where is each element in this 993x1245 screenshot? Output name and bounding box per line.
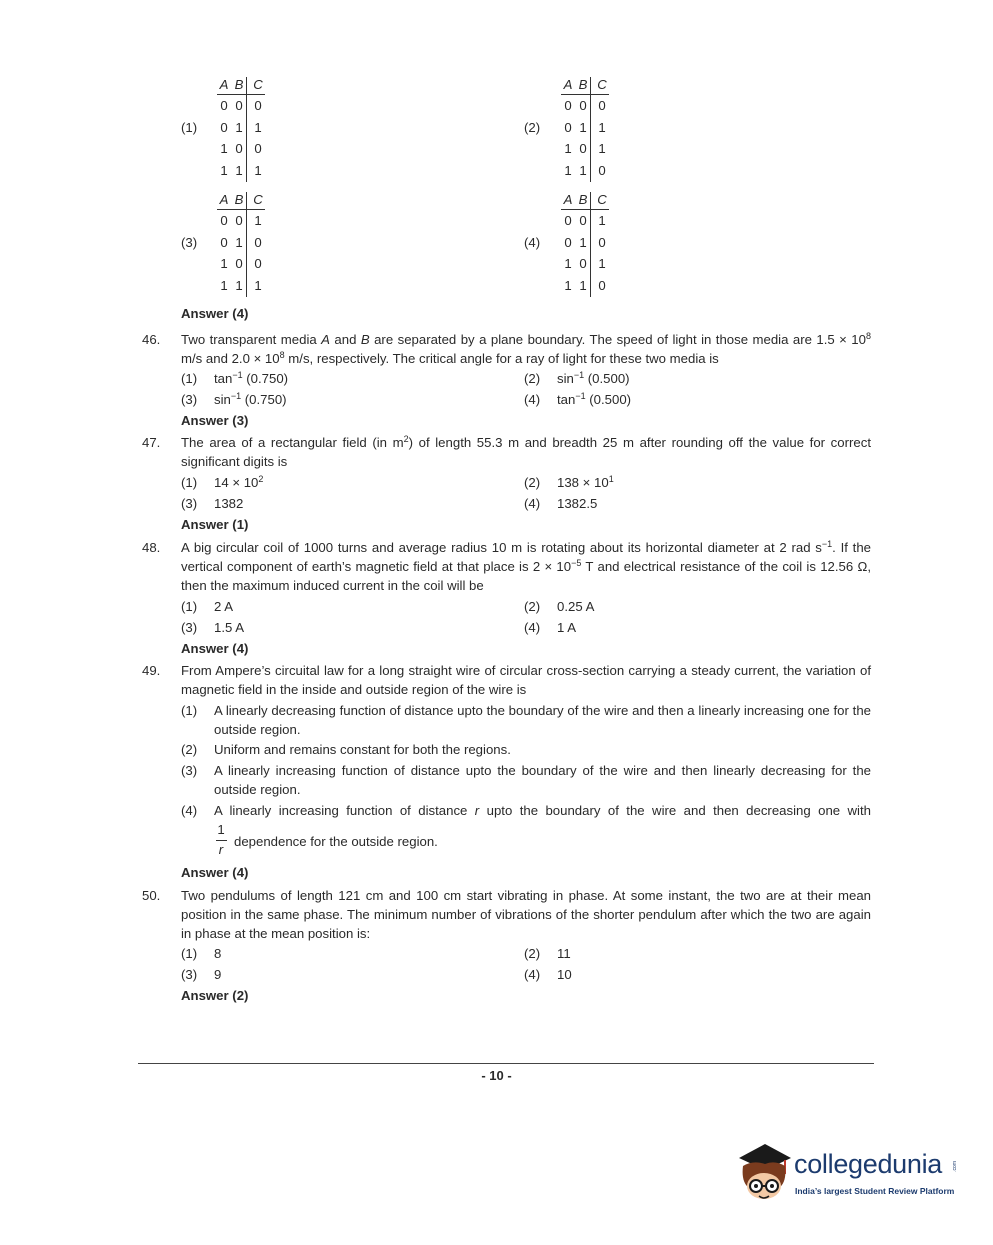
truth-table-row [217,275,273,296]
truth-table-cell: 1 [220,256,228,271]
mascot-logo-icon [735,1138,793,1208]
q49-fraction-numerator: 1 [217,822,225,837]
q46-number: 46. [142,332,161,347]
truth-table-row [561,253,617,274]
table-1-label: (1) [181,120,198,135]
q48-number: 48. [142,540,161,555]
truth-table-cell: 1 [579,234,587,250]
truth-table-row [217,253,273,274]
q50-option-1: (1) 8 [181,946,222,961]
truth-table-cell: 1 [235,119,243,135]
truth-table-cell: 1 [235,277,243,293]
truth-table-cell: 0 [598,98,606,113]
truth-table-cell: B [234,77,244,92]
truth-table-cell: 1 [220,141,228,156]
truth-table-cell: 0 [564,119,572,135]
truth-table-row [561,160,617,181]
q50-option-2: (2) 11 [524,946,571,961]
truth-table-cell: 0 [598,234,606,250]
truth-table-1 [217,74,273,179]
q48-option-2: (2) 0.25 A [524,599,595,614]
truth-table-4 [561,189,617,294]
q47-answer: Answer (1) [181,517,249,532]
truth-table-cell: C [597,192,607,207]
q50-number: 50. [142,888,161,903]
truth-table-cell: 1 [598,256,606,271]
truth-table-cell: 1 [235,234,243,250]
q49-answer: Answer (4) [181,865,249,880]
truth-table-cell: B [234,192,244,207]
truth-table-divider [246,192,247,297]
q50-answer: Answer (2) [181,988,249,1003]
truth-table-cell: 0 [254,98,262,113]
q49-option-4-tail: dependence for the outside region. [234,834,438,849]
truth-table-row [217,232,273,253]
q47-option-1: (1) $14 \times 10^2$ [181,474,264,490]
truth-table-cell: 1 [564,277,572,293]
truth-table-cell: 0 [564,213,572,228]
q46-option-1: (1) $\tan^{-1} (0.750)$ [181,370,289,386]
truth-table-cell: A [563,192,573,207]
truth-table-cell: 1 [235,162,243,178]
q46-option-3: (3) $\sin^{-1} (0.750)$ [181,391,287,407]
truth-table-header [561,74,617,95]
truth-table-row [561,232,617,253]
truth-table-row [217,117,273,138]
q46-answer: Answer (3) [181,413,249,428]
truth-table-cell: 1 [598,119,606,135]
logo-wordmark: collegedunia [794,1149,943,1179]
truth-table-row [217,95,273,116]
q48-option-4: (4) 1 A [524,620,577,635]
q48-option-3: (3) 1.5 A [181,620,245,635]
truth-table-row [217,210,273,231]
truth-table-cell: 1 [220,162,228,178]
truth-table-cell: 0 [579,213,587,228]
truth-table-3 [217,189,273,294]
truth-table-cell: 1 [579,162,587,178]
truth-table-cell: 0 [235,213,243,228]
truth-table-cell: 1 [564,162,572,178]
q47-option-3: (3) 1382 [181,496,244,511]
truth-table-cell: 1 [220,277,228,293]
q49-text: From Ampere’s circuital law for a long straight wire of circular cross-section carrying a steady current, the variation of magnetic field in the inside and outside region of the wire is [181,663,871,697]
q47-text: The area of a rectangular field (in $m^2$) of length 55.3 m and breadth 25 m after rounding off the value for correct significant digits is [181,434,871,469]
q50-option-3: (3) 9 [181,967,222,982]
truth-table-cell: 0 [254,141,262,156]
truth-table-cell: 0 [235,141,243,156]
table-4-label: (4) [524,235,541,250]
logo-com-suffix: .com [952,1161,958,1172]
truth-table-header-line [217,209,265,210]
truth-table-cell: 0 [598,277,606,293]
truth-table-cell: C [253,77,263,92]
q50-text: Two pendulums of length 121 cm and 100 cm start vibrating in phase. At some instant, the two are at their mean position in the same phase. The minimum number of vibrations of the shorter pendulum after which the two are again in phase at the mean position is: [181,888,871,941]
truth-table-header [217,74,273,95]
truth-table-divider [246,77,247,182]
logo-tagline: India’s largest Student Review Platform [795,1186,955,1196]
truth-table-cell: C [597,77,607,92]
table-3-label: (3) [181,235,198,250]
truth-table-cell: A [563,77,573,92]
q50-option-4: (4) 10 [524,967,572,982]
truth-table-cell: 1 [564,141,572,156]
truth-table-cell: 1 [579,119,587,135]
truth-table-row [561,95,617,116]
truth-table-cell: 1 [564,256,572,271]
truth-table-cell: 0 [579,256,587,271]
q47-number: 47. [142,435,161,450]
q46-option-2: (2) $\sin^{-1} (0.500)$ [524,370,630,386]
q47-option-2: (2) $138 \times 10^1$ [524,474,614,490]
q48-option-1: (1) 2 A [181,599,234,614]
q48-text: A big circular coil of 1000 turns and average radius 10 m is rotating about its horizontal diameter at 2 rad $s^{-1}$. If the vertical component of earth’s magnetic field at that place is $2 \times 10^{-5}$ T and electrical resistance of the coil is 12.56 Ω, then the maximum induced current in the coil will be [181,539,872,593]
truth-table-cell: 0 [235,98,243,113]
truth-table-row [561,138,617,159]
page-number: - 10 - [481,1068,512,1083]
truth-table-row [561,210,617,231]
truth-table-cell: 1 [254,119,262,135]
truth-table-row [217,138,273,159]
truth-table-cell: 1 [254,162,262,178]
truth-table-divider [590,77,591,182]
q46-text: Two transparent media A and B are separated by a plane boundary. The speed of light in those media are $1.5 \times 10^8$ m/s and $2.0 \times 10^8$ m/s, respectively. The critical angle for a ray of light for these two media is [181,331,871,366]
truth-table-cell: C [253,192,263,207]
truth-table-cell: 0 [254,256,262,271]
truth-table-header [561,189,617,210]
truth-table-cell: 0 [220,98,228,113]
truth-table-cell: 0 [254,234,262,250]
truth-table-cell: B [578,77,588,92]
truth-table-divider [590,192,591,297]
truth-table-header-line [217,94,265,95]
truth-table-cell: 1 [598,141,606,156]
truth-table-cell: B [578,192,588,207]
truth-table-cell: 0 [220,234,228,250]
truth-table-cell: 1 [254,213,262,228]
truth-table-cell: A [219,77,229,92]
truth-table-cell: 0 [220,119,228,135]
truth-table-cell: 0 [564,98,572,113]
truth-table-cell: 0 [235,256,243,271]
q49-fraction-denominator: r [218,842,224,857]
truth-table-cell: A [219,192,229,207]
truth-table-cell: 0 [564,234,572,250]
q46-option-4: (4) $\tan^{-1} (0.500)$ [524,391,632,407]
table-2-label: (2) [524,120,541,135]
truth-table-cell: 0 [220,213,228,228]
truth-table-cell: 0 [598,162,606,178]
q45-answer: Answer (4) [181,306,249,321]
q48-answer: Answer (4) [181,641,249,656]
footer-divider [138,1063,874,1064]
truth-table-row [217,160,273,181]
truth-table-row [561,275,617,296]
truth-table-cell: 1 [579,277,587,293]
truth-table-row [561,117,617,138]
truth-table-2 [561,74,617,179]
truth-table-cell: 1 [598,213,606,228]
truth-table-cell: 1 [254,277,262,293]
q47-option-4: (4) 1382.5 [524,496,598,511]
q49-number: 49. [142,663,161,678]
truth-table-header-line [561,209,609,210]
truth-table-header-line [561,94,609,95]
truth-table-header [217,189,273,210]
truth-table-cell: 0 [579,98,587,113]
q49-fraction-bar [216,840,227,841]
truth-table-cell: 0 [579,141,587,156]
